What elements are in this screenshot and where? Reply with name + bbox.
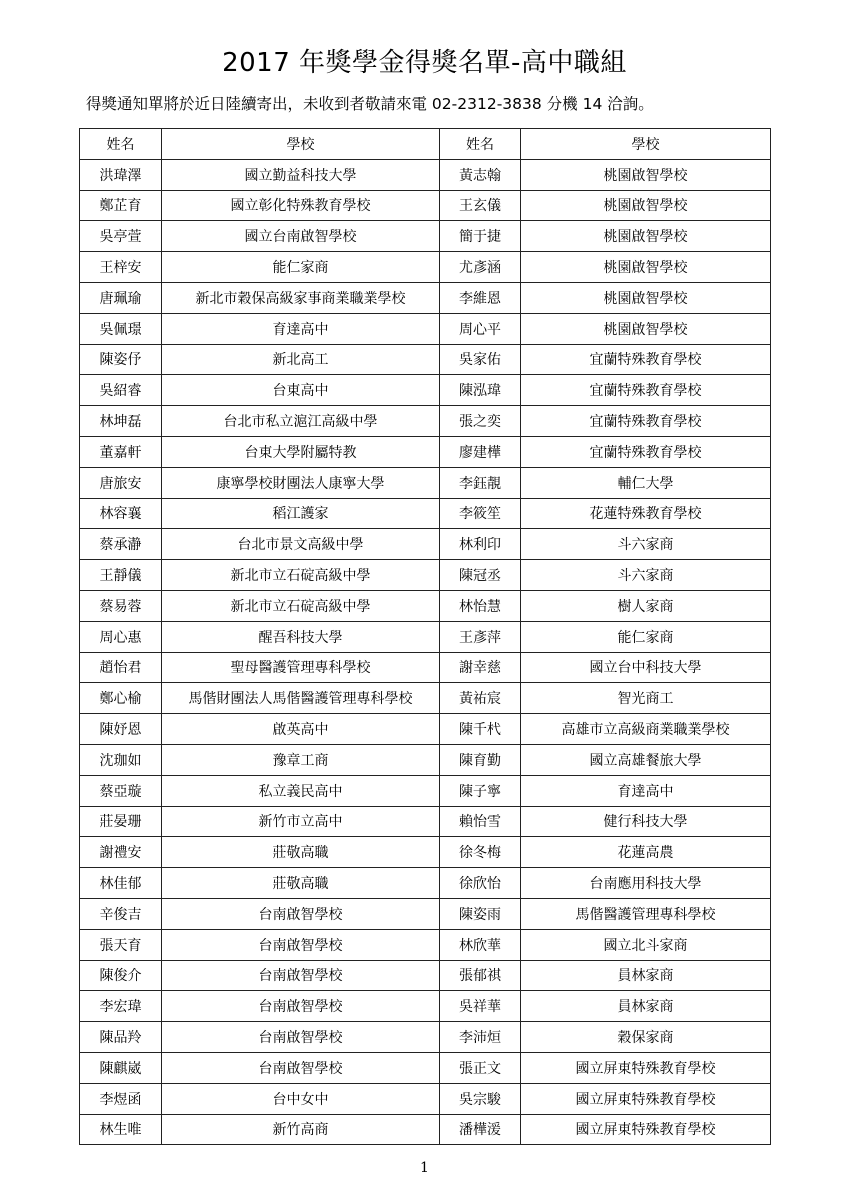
name-left-cell: 莊晏珊 [80, 806, 162, 837]
table-row [80, 775, 771, 806]
school-right-cell: 健行科技大學 [521, 806, 771, 837]
name-right-cell: 陳泓瑋 [440, 375, 521, 406]
name-left-cell: 林容襄 [80, 498, 162, 529]
school-left-cell: 新竹市立高中 [162, 806, 440, 837]
name-left-cell: 吳亭萱 [80, 221, 162, 252]
name-left-cell: 陳妤恩 [80, 714, 162, 745]
name-left-cell: 唐旅安 [80, 467, 162, 498]
name-right-cell: 潘樺湲 [440, 1114, 521, 1145]
school-left-cell: 豫章工商 [162, 744, 440, 775]
name-right-cell: 陳千杙 [440, 714, 521, 745]
table-row [80, 221, 771, 252]
name-right-cell: 林怡慧 [440, 590, 521, 621]
school-left-cell: 能仁家商 [162, 252, 440, 283]
name-left-cell: 王靜儀 [80, 560, 162, 591]
name-right-cell: 李鈺靚 [440, 467, 521, 498]
school-right-cell: 桃園啟智學校 [521, 313, 771, 344]
school-left-cell: 新北市立石碇高級中學 [162, 560, 440, 591]
name-left-cell: 陳品羚 [80, 1022, 162, 1053]
school-left-cell: 莊敬高職 [162, 837, 440, 868]
name-right-cell: 黃祐宸 [440, 683, 521, 714]
school-right-cell: 桃園啟智學校 [521, 252, 771, 283]
table-row [80, 714, 771, 745]
name-left-cell: 洪瑋澤 [80, 159, 162, 190]
school-right-cell: 穀保家商 [521, 1022, 771, 1053]
school-right-cell: 桃園啟智學校 [521, 159, 771, 190]
school-right-cell: 能仁家商 [521, 621, 771, 652]
school-right-cell: 國立屏東特殊教育學校 [521, 1083, 771, 1114]
name-right-cell: 李沛烜 [440, 1022, 521, 1053]
scholarship-table [79, 128, 771, 1145]
school-left-cell: 新竹高商 [162, 1114, 440, 1145]
table-row [80, 744, 771, 775]
name-left-cell: 林生唯 [80, 1114, 162, 1145]
school-right-cell: 員林家商 [521, 960, 771, 991]
school-left-cell: 育達高中 [162, 313, 440, 344]
name-left-cell: 吳紹睿 [80, 375, 162, 406]
school-right-cell: 斗六家商 [521, 560, 771, 591]
name-right-cell: 陳冠丞 [440, 560, 521, 591]
school-right-cell: 宜蘭特殊教育學校 [521, 436, 771, 467]
name-left-cell: 沈珈如 [80, 744, 162, 775]
header-name-right: 姓名 [440, 129, 521, 160]
name-right-cell: 李筱笙 [440, 498, 521, 529]
name-right-cell: 吳祥華 [440, 991, 521, 1022]
table-row [80, 652, 771, 683]
table-row [80, 498, 771, 529]
header-row [80, 129, 771, 160]
school-left-cell: 聖母醫護管理專科學校 [162, 652, 440, 683]
name-right-cell: 陳育勤 [440, 744, 521, 775]
school-right-cell: 宜蘭特殊教育學校 [521, 375, 771, 406]
table-header [80, 129, 771, 160]
name-left-cell: 張天育 [80, 929, 162, 960]
table-row [80, 1052, 771, 1083]
school-right-cell: 桃園啟智學校 [521, 190, 771, 221]
school-left-cell: 台中女中 [162, 1083, 440, 1114]
name-left-cell: 陳麒崴 [80, 1052, 162, 1083]
name-left-cell: 唐珮瑜 [80, 282, 162, 313]
table-row [80, 313, 771, 344]
school-left-cell: 啟英高中 [162, 714, 440, 745]
name-left-cell: 鄭心榆 [80, 683, 162, 714]
name-left-cell: 鄭芷育 [80, 190, 162, 221]
name-left-cell: 陳俊介 [80, 960, 162, 991]
name-right-cell: 王彥萍 [440, 621, 521, 652]
school-right-cell: 員林家商 [521, 991, 771, 1022]
school-right-cell: 台南應用科技大學 [521, 868, 771, 899]
school-right-cell: 國立北斗家商 [521, 929, 771, 960]
table-row [80, 1083, 771, 1114]
table-body [80, 159, 771, 1145]
school-right-cell: 花蓮特殊教育學校 [521, 498, 771, 529]
table-row [80, 159, 771, 190]
name-right-cell: 李維恩 [440, 282, 521, 313]
table-row [80, 929, 771, 960]
school-right-cell: 馬偕醫護管理專科學校 [521, 898, 771, 929]
table-row [80, 898, 771, 929]
name-right-cell: 林欣華 [440, 929, 521, 960]
school-left-cell: 台北市景文高級中學 [162, 529, 440, 560]
school-left-cell: 稻江護家 [162, 498, 440, 529]
name-left-cell: 蔡承瀞 [80, 529, 162, 560]
name-right-cell: 吳家佑 [440, 344, 521, 375]
school-right-cell: 國立屏東特殊教育學校 [521, 1114, 771, 1145]
school-right-cell: 桃園啟智學校 [521, 282, 771, 313]
table-row [80, 683, 771, 714]
school-left-cell: 國立台南啟智學校 [162, 221, 440, 252]
school-right-cell: 國立台中科技大學 [521, 652, 771, 683]
name-right-cell: 林利印 [440, 529, 521, 560]
school-left-cell: 新北市立石碇高級中學 [162, 590, 440, 621]
school-right-cell: 斗六家商 [521, 529, 771, 560]
header-school-right: 學校 [521, 129, 771, 160]
name-left-cell: 李煜函 [80, 1083, 162, 1114]
name-left-cell: 趙怡君 [80, 652, 162, 683]
school-left-cell: 台南啟智學校 [162, 929, 440, 960]
school-left-cell: 台東大學附屬特教 [162, 436, 440, 467]
school-left-cell: 新北高工 [162, 344, 440, 375]
table-row [80, 960, 771, 991]
table-row [80, 529, 771, 560]
name-right-cell: 徐冬梅 [440, 837, 521, 868]
school-left-cell: 台東高中 [162, 375, 440, 406]
name-right-cell: 廖建樺 [440, 436, 521, 467]
table-row [80, 806, 771, 837]
name-right-cell: 尤彥涵 [440, 252, 521, 283]
name-right-cell: 陳姿雨 [440, 898, 521, 929]
school-right-cell: 智光商工 [521, 683, 771, 714]
name-left-cell: 蔡易蓉 [80, 590, 162, 621]
school-right-cell: 高雄市立高級商業職業學校 [521, 714, 771, 745]
table-row [80, 590, 771, 621]
table-row [80, 436, 771, 467]
name-left-cell: 謝禮安 [80, 837, 162, 868]
table-row [80, 621, 771, 652]
name-left-cell: 李宏瑋 [80, 991, 162, 1022]
name-right-cell: 周心平 [440, 313, 521, 344]
table-row [80, 837, 771, 868]
school-right-cell: 樹人家商 [521, 590, 771, 621]
school-right-cell: 國立高雄餐旅大學 [521, 744, 771, 775]
name-left-cell: 陳姿伃 [80, 344, 162, 375]
name-right-cell: 張正文 [440, 1052, 521, 1083]
name-right-cell: 張之奕 [440, 406, 521, 437]
name-left-cell: 周心惠 [80, 621, 162, 652]
school-right-cell: 宜蘭特殊教育學校 [521, 406, 771, 437]
table-row [80, 375, 771, 406]
name-left-cell: 林坤磊 [80, 406, 162, 437]
table-row [80, 190, 771, 221]
name-left-cell: 董嘉軒 [80, 436, 162, 467]
school-left-cell: 台南啟智學校 [162, 960, 440, 991]
school-right-cell: 桃園啟智學校 [521, 221, 771, 252]
page-number: 1 [420, 1160, 429, 1176]
school-right-cell: 國立屏東特殊教育學校 [521, 1052, 771, 1083]
school-right-cell: 輔仁大學 [521, 467, 771, 498]
notice-text: 得獎通知單將於近日陸續寄出，未收到者敬請來電 02-2312-3838 分機 14 洽詢。 [86, 95, 654, 113]
name-left-cell: 林佳郁 [80, 868, 162, 899]
header-school-left: 學校 [162, 129, 440, 160]
school-left-cell: 國立彰化特殊教育學校 [162, 190, 440, 221]
school-left-cell: 台南啟智學校 [162, 1022, 440, 1053]
table-row [80, 344, 771, 375]
table-row [80, 991, 771, 1022]
school-left-cell: 私立義民高中 [162, 775, 440, 806]
name-right-cell: 王玄儀 [440, 190, 521, 221]
name-right-cell: 謝幸慈 [440, 652, 521, 683]
name-right-cell: 賴怡雪 [440, 806, 521, 837]
name-right-cell: 黃志翰 [440, 159, 521, 190]
name-right-cell: 簡于捷 [440, 221, 521, 252]
table-row [80, 467, 771, 498]
table-row [80, 282, 771, 313]
name-right-cell: 陳子寧 [440, 775, 521, 806]
school-right-cell: 育達高中 [521, 775, 771, 806]
name-left-cell: 吳佩璟 [80, 313, 162, 344]
school-left-cell: 新北市穀保高級家事商業職業學校 [162, 282, 440, 313]
header-name-left: 姓名 [80, 129, 162, 160]
table-row [80, 1114, 771, 1145]
document-title: 2017 年獎學金得獎名單-高中職組 [222, 48, 627, 78]
name-right-cell: 吳宗駿 [440, 1083, 521, 1114]
school-left-cell: 台南啟智學校 [162, 1052, 440, 1083]
school-left-cell: 國立勤益科技大學 [162, 159, 440, 190]
school-left-cell: 莊敬高職 [162, 868, 440, 899]
name-left-cell: 辛俊吉 [80, 898, 162, 929]
table-row [80, 1022, 771, 1053]
table-row [80, 406, 771, 437]
school-left-cell: 馬偕財團法人馬偕醫護管理專科學校 [162, 683, 440, 714]
school-right-cell: 宜蘭特殊教育學校 [521, 344, 771, 375]
name-left-cell: 蔡亞璇 [80, 775, 162, 806]
school-left-cell: 康寧學校財團法人康寧大學 [162, 467, 440, 498]
name-left-cell: 王梓安 [80, 252, 162, 283]
school-right-cell: 花蓮高農 [521, 837, 771, 868]
table-row [80, 560, 771, 591]
table-row [80, 868, 771, 899]
table-row [80, 252, 771, 283]
name-right-cell: 張郁祺 [440, 960, 521, 991]
school-left-cell: 醒吾科技大學 [162, 621, 440, 652]
school-left-cell: 台南啟智學校 [162, 898, 440, 929]
school-left-cell: 台北市私立滬江高級中學 [162, 406, 440, 437]
name-right-cell: 徐欣怡 [440, 868, 521, 899]
school-left-cell: 台南啟智學校 [162, 991, 440, 1022]
